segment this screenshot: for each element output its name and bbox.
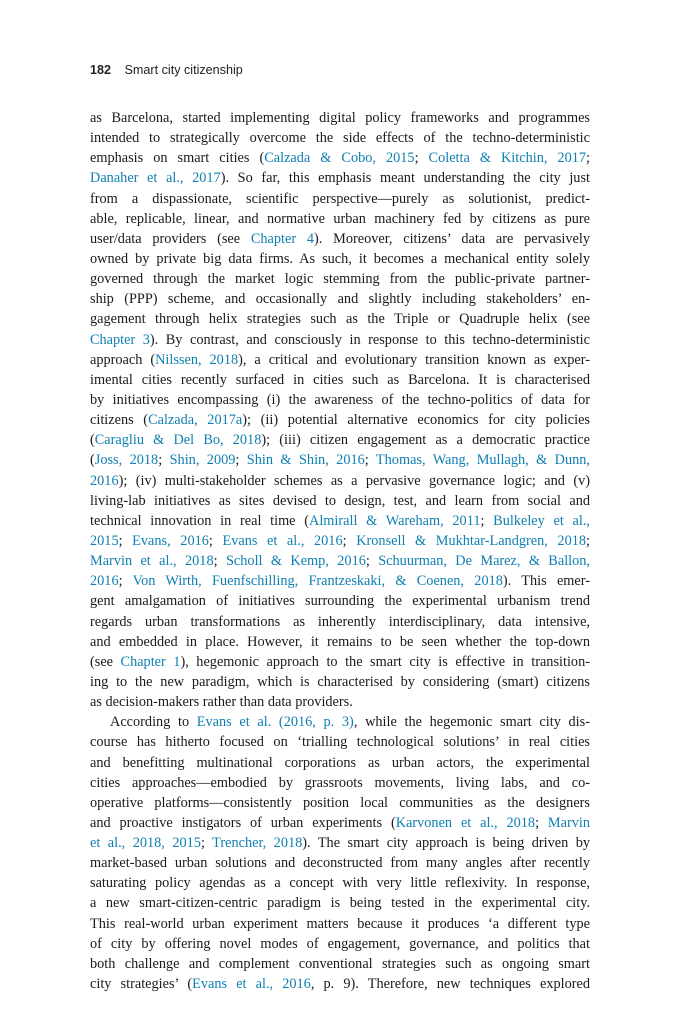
text-run: ; (535, 814, 548, 831)
citation-link[interactable]: 2016 (90, 472, 119, 489)
text-line (90, 128, 590, 148)
text-line (90, 390, 590, 410)
page-number: 182 (90, 63, 112, 77)
citation-link[interactable]: 2016 (90, 573, 119, 590)
text-run: ); (ii) potential alternative economics for city policies (242, 412, 590, 429)
text-run: ). Moreover, citizens’ data are pervasively (314, 230, 590, 247)
text-line (90, 148, 590, 168)
text-run: This real-world urban experiment matters because it produces ‘a different type (90, 915, 590, 932)
text-line (90, 309, 590, 329)
text-run: of city by offering novel modes of engagement, governance, and politics that (90, 935, 590, 952)
text-run: ( (90, 452, 95, 469)
text-line (90, 632, 590, 652)
text-run: city strategies’ ( (90, 976, 193, 993)
citation-link[interactable]: Evans et al., 2016 (192, 976, 311, 993)
citation-link[interactable]: 2015 (90, 532, 119, 549)
text-run: and embedded in place. However, it remains to be seen whether the top-down (90, 633, 590, 650)
text-line (90, 934, 590, 954)
text-run: operative platforms—consistently position local communities as the designers (90, 794, 590, 811)
text-line (90, 833, 590, 853)
citation-link[interactable]: Schuurman, De Marez, & Ballon, (378, 553, 590, 570)
text-line (90, 370, 590, 390)
text-run: both challenge and complement conventional strategies such as ongoing smart (90, 955, 590, 972)
text-line (90, 229, 590, 249)
text-line (90, 108, 590, 128)
citation-link[interactable]: Kronsell & Mukhtar-Landgren, 2018 (356, 532, 587, 549)
text-run: ; (208, 532, 223, 549)
text-run: ship (PPP) scheme, and occasionally and slightly including stakeholders’ en- (90, 291, 590, 308)
text-line (90, 954, 590, 974)
citation-link[interactable]: Evans et al., 2016 (222, 532, 343, 549)
text-line (90, 511, 590, 531)
text-line (90, 853, 590, 873)
text-run: emphasis on smart cities ( (90, 150, 265, 167)
text-run: , p. 9). Therefore, new techniques explored (310, 976, 590, 993)
text-run: approach ( (90, 351, 156, 368)
text-line (90, 330, 590, 350)
text-line (90, 168, 590, 188)
text-run: ; (586, 150, 590, 167)
text-run: owned by private big data firms. As such, it becomes a mechanical entity solely (90, 250, 590, 267)
text-run: imental cities recently surfaced in cities such as Barcelona. It is characterised (90, 371, 590, 388)
text-run: According to (110, 714, 197, 731)
text-run: ; (200, 835, 213, 852)
text-run: ; (365, 553, 379, 570)
text-run: (see (90, 653, 121, 670)
text-run: course has hitherto focused on ‘trialling technological solutions’ in real cities (90, 734, 590, 751)
body-text (90, 108, 590, 994)
text-run: ), hegemonic approach to the smart city is effective in transition- (180, 653, 590, 670)
text-run: ). So far, this emphasis meant understanding the city just (220, 170, 590, 187)
text-run: intended to strategically overcome the side effects of the techno-deterministic (90, 130, 590, 147)
text-line (90, 189, 590, 209)
text-run: and proactive instigators of urban experiments ( (90, 814, 396, 831)
text-run: ; (158, 452, 170, 469)
citation-link[interactable]: Calzada, 2017a (148, 412, 243, 429)
text-run: ; (213, 553, 226, 570)
citation-link[interactable]: Chapter 4 (250, 230, 315, 247)
text-line (90, 914, 590, 934)
text-line (90, 430, 590, 450)
text-run: regards urban transformations as inherently interdisciplinary, data intensive, (90, 613, 590, 630)
citation-link[interactable]: Almirall & Wareham, 2011 (309, 512, 481, 529)
citation-link[interactable]: Bulkeley et al., (493, 512, 590, 529)
text-run: gent amalgamation of initiatives surrounding the experimental urbanism trend (90, 593, 590, 610)
text-run: from a dispassionate, scientific perspective—purely as solutionist, predict- (90, 190, 590, 207)
citation-link[interactable]: Evans et al. (2016, p. 3) (196, 714, 354, 731)
citation-link[interactable]: Evans, 2016 (132, 532, 209, 549)
citation-link[interactable]: Joss, 2018 (94, 452, 159, 469)
text-run: ; (235, 452, 247, 469)
text-line (90, 712, 590, 732)
citation-link[interactable]: Trencher, 2018 (212, 835, 303, 852)
text-run: ). This emer- (502, 573, 590, 590)
citation-link[interactable]: Nilssen, 2018 (155, 351, 239, 368)
text-line (90, 732, 590, 752)
text-run: ); (iii) citizen engagement as a democratic practice (261, 432, 590, 449)
text-run: by initiatives encompassing (i) the awareness of the techno-politics of data for (90, 391, 590, 408)
text-line (90, 893, 590, 913)
text-line (90, 974, 590, 994)
citation-link[interactable]: Thomas, Wang, Mullagh, & Dunn, (375, 452, 590, 469)
citation-link[interactable]: Danaher et al., 2017 (90, 170, 221, 187)
text-run: a new smart-citizen-centric paradigm is being tested in the experimental city. (90, 895, 590, 912)
citation-link[interactable]: Scholl & Kemp, 2016 (225, 553, 366, 570)
text-run: citizens ( (90, 412, 149, 429)
text-run: ); (iv) multi-stakeholder schemes as a pervasive governance logic; and (v) (118, 472, 590, 489)
text-line (90, 571, 590, 591)
text-line (90, 672, 590, 692)
text-run: ing to the new paradigm, which is characterised by considering (smart) citizens (90, 673, 590, 690)
text-run: and benefitting multinational corporations as urban actors, the experimental (90, 754, 590, 771)
text-run: living-lab initiatives as sites devised to design, test, and learn from social and (90, 492, 590, 509)
citation-link[interactable]: Shin, 2009 (169, 452, 236, 469)
citation-link[interactable]: et al., 2018, 2015 (90, 835, 201, 852)
text-line (90, 209, 590, 229)
citation-link[interactable]: Shin & Shin, 2016 (246, 452, 365, 469)
citation-link[interactable]: Marvin et al., 2018 (90, 553, 214, 570)
text-line (90, 350, 590, 370)
text-run: ; (480, 512, 494, 529)
text-line (90, 591, 590, 611)
text-run: governed through the market logic stemming from the public-private partner- (90, 271, 590, 288)
text-run: as decision-makers rather than data providers. (90, 694, 353, 711)
text-run: able, replicable, linear, and normative urban machinery fed by citizens as pure (90, 210, 590, 227)
text-line (90, 652, 590, 672)
text-run: ; (118, 573, 133, 590)
text-line (90, 491, 590, 511)
running-header (90, 63, 243, 77)
text-run: ( (90, 432, 95, 449)
citation-link[interactable]: Chapter 3 (90, 331, 150, 348)
text-line (90, 793, 590, 813)
text-run: ), a critical and evolutionary transition known as exper- (238, 351, 590, 368)
text-line (90, 269, 590, 289)
text-line (90, 692, 590, 712)
text-line (90, 753, 590, 773)
text-run: ; (118, 532, 133, 549)
citation-link[interactable]: Calzada & Cobo, 2015 (264, 150, 415, 167)
text-line (90, 531, 590, 551)
text-run: technical innovation in real time ( (90, 512, 309, 529)
citation-link[interactable]: Karvonen et al., 2018 (395, 814, 536, 831)
text-line (90, 813, 590, 833)
text-line (90, 249, 590, 269)
text-run: market-based urban solutions and deconstructed from many angles after recently (90, 855, 590, 872)
citation-link[interactable]: Chapter 1 (120, 653, 181, 670)
text-run: saturating policy agendas as a concept with very little reflexivity. In response, (90, 875, 590, 892)
text-line (90, 551, 590, 571)
citation-link[interactable]: Coletta & Kitchin, 2017 (428, 150, 587, 167)
text-line (90, 289, 590, 309)
text-line (90, 450, 590, 470)
text-line (90, 471, 590, 491)
citation-link[interactable]: Marvin (547, 814, 590, 831)
text-run: as Barcelona, started implementing digital policy frameworks and programmes (90, 110, 590, 126)
text-run: ; (364, 452, 376, 469)
text-run: user/data providers (see (90, 230, 251, 247)
citation-link[interactable]: Von Wirth, Fuenfschilling, Frantzeskaki, & Coenen, 2018 (132, 573, 503, 590)
text-run: gagement through helix strategies such as the Triple or Quadruple helix (see (90, 311, 590, 328)
text-run: cities approaches—embodied by grassroots movements, living labs, and co- (90, 774, 590, 791)
running-title: Smart city citizenship (124, 63, 243, 77)
text-run: ). By contrast, and consciously in response to this techno-deterministic (149, 331, 590, 348)
citation-link[interactable]: Caragliu & Del Bo, 2018 (94, 432, 262, 449)
text-run: ; (586, 532, 590, 549)
text-line (90, 873, 590, 893)
text-run: ; (414, 150, 429, 167)
text-run: ). The smart city approach is being driven by (302, 835, 590, 852)
text-line (90, 773, 590, 793)
text-run: , while the hegemonic smart city dis- (353, 714, 590, 731)
text-line (90, 612, 590, 632)
text-line (90, 410, 590, 430)
text-run: ; (342, 532, 357, 549)
